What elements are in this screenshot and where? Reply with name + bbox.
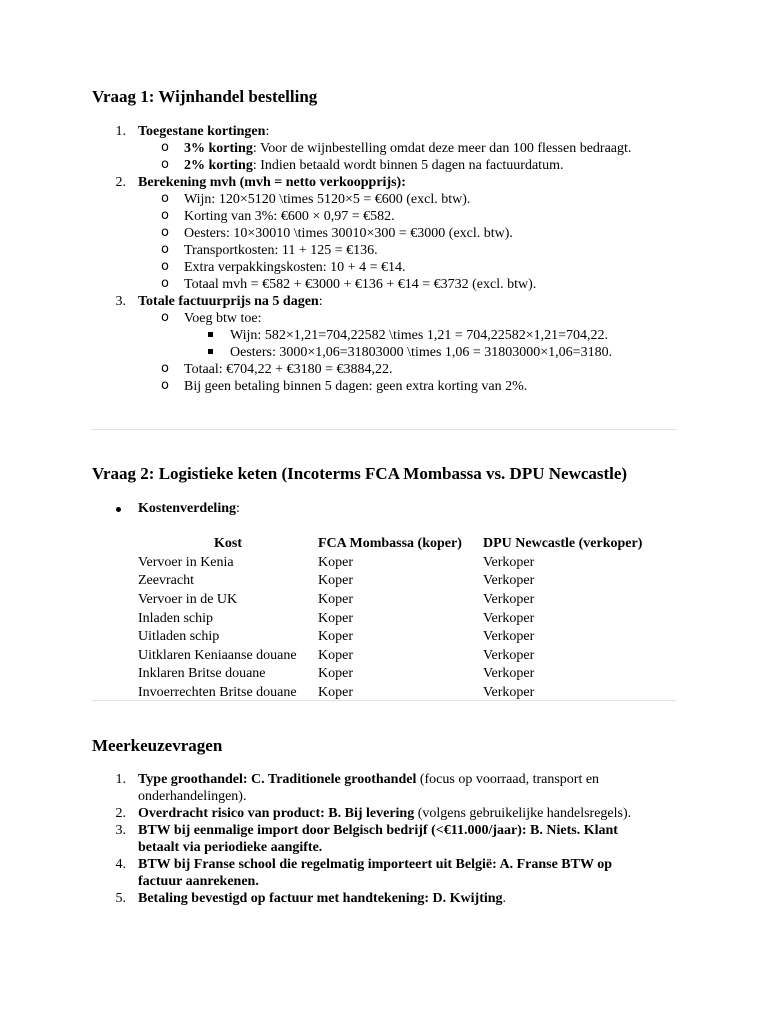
list-item: [92, 856, 652, 890]
sub-list-item: [138, 157, 652, 174]
sub-item-bold: 2% korting: [184, 158, 253, 173]
table-row: [138, 646, 642, 665]
square-bullet-icon: [208, 332, 213, 337]
circle-bullet-icon: o: [161, 361, 169, 376]
sub-item-bold: 3% korting: [184, 141, 253, 156]
list-item: [92, 123, 652, 174]
mc-title: Meerkeuzevragen: [92, 736, 223, 755]
circle-bullet-icon: o: [161, 259, 169, 274]
circle-bullet-icon: o: [161, 242, 169, 257]
table-cell: Koper: [318, 666, 353, 682]
table-cell: Verkoper: [483, 666, 535, 682]
answer-bold: Betaling bevestigd op factuur met handtekening: D. Kwijting: [138, 891, 503, 906]
list-item: [92, 822, 652, 856]
circle-bullet-icon: o: [161, 276, 169, 291]
table-cell: Koper: [318, 591, 353, 607]
table-cell: Zeevracht: [138, 573, 194, 589]
list-number: 1.: [115, 124, 126, 139]
list-number: 5.: [115, 891, 126, 906]
list-number: 2.: [115, 175, 126, 190]
answer-text: .: [502, 891, 507, 906]
sub-item-text: Extra verpakkingskosten: 10 + 4 = €14.: [184, 260, 406, 275]
list-item: [92, 771, 652, 805]
answer-bold: Type groothandel: C. Traditionele groothandel: [138, 772, 417, 787]
section-divider: [92, 429, 676, 430]
sub-list: [138, 140, 652, 174]
table-cell: Koper: [318, 554, 353, 570]
list-number: 4.: [115, 857, 126, 872]
bullet-item: [92, 500, 652, 517]
table-row: [138, 590, 642, 609]
table-cell: Uitklaren Keniaanse douane: [138, 647, 297, 663]
sub-sub-item-text: Wijn: 582×1,21=704,22582 \times 1,21 = 704,22582×1,21=704,22.: [230, 328, 609, 343]
sub-list-item: [138, 378, 652, 395]
circle-bullet-icon: o: [161, 225, 169, 240]
sub-list-item: [138, 225, 652, 242]
sub-list-item: [138, 276, 652, 293]
sub-sub-list-item: [184, 344, 652, 361]
table-header-row: [138, 534, 642, 553]
table-cell: Verkoper: [483, 647, 535, 663]
sub-sub-list: [184, 327, 652, 361]
circle-bullet-icon: o: [161, 191, 169, 206]
sub-list-item: [138, 259, 652, 276]
section-divider: [92, 700, 676, 701]
table-cell: Verkoper: [483, 573, 535, 589]
q1-title: Vraag 1: Wijnhandel bestelling: [92, 87, 318, 106]
sub-item-text: Voeg btw toe:: [184, 311, 262, 326]
bullet-label: Kostenverdeling: [138, 501, 236, 516]
table-cell: Inladen schip: [138, 610, 214, 626]
table-cell: Vervoer in de UK: [138, 591, 238, 607]
circle-bullet-icon: o: [161, 378, 169, 393]
sub-item-text: Transportkosten: 11 + 125 = €136.: [184, 243, 378, 258]
circle-bullet-icon: o: [161, 310, 169, 325]
list-number: 1.: [115, 772, 126, 787]
list-item: [92, 890, 652, 907]
list-number: 3.: [115, 294, 126, 309]
q2-title: Vraag 2: Logistieke keten (Incoterms FCA Mombassa vs. DPU Newcastle): [92, 464, 628, 483]
list-number: 2.: [115, 806, 126, 821]
q2-bullet-list: [92, 500, 652, 517]
answer-bold: BTW bij Franse school die regelmatig importeert uit België: A. Franse BTW op factuur aanrekenen.: [138, 857, 613, 889]
sub-item-text: Oesters: 10×30010 \times 30010×300 = €3000 (excl. btw).: [184, 226, 513, 241]
table-row: [138, 572, 642, 591]
table-cell: Inklaren Britse douane: [138, 666, 266, 682]
table-cell: Verkoper: [483, 610, 535, 626]
sub-list-item: [138, 361, 652, 378]
table-cell: Koper: [318, 684, 353, 700]
table-header: FCA Mombassa (koper): [318, 536, 462, 551]
sub-list-item: [138, 242, 652, 259]
answer-bold: Overdracht risico van product: B. Bij levering: [138, 806, 415, 821]
table-cell: Uitladen schip: [138, 629, 220, 645]
bullet-icon: [116, 507, 121, 512]
list-item: [92, 293, 652, 395]
cost-table: [138, 534, 642, 702]
table-cell: Vervoer in Kenia: [138, 554, 234, 570]
sub-item-text: : Indien betaald wordt binnen 5 dagen na factuurdatum.: [252, 158, 564, 173]
sub-item-text: Korting van 3%: €600 × 0,97 = €582.: [184, 209, 395, 224]
sub-list-item: [138, 140, 652, 157]
bullet-suffix: :: [236, 501, 240, 516]
circle-bullet-icon: o: [161, 140, 169, 155]
table-header: DPU Newcastle (verkoper): [483, 536, 643, 551]
circle-bullet-icon: o: [161, 208, 169, 223]
answer-text: (focus op voorraad, transport en onderhandelingen).: [138, 772, 600, 804]
list-item-label: Totale factuurprijs na 5 dagen: [138, 294, 319, 309]
answer-text: (volgens gebruikelijke handelsregels).: [414, 806, 632, 821]
list-item: [92, 174, 652, 293]
list-item-label: Toegestane kortingen: [138, 124, 266, 139]
list-item-suffix: :: [265, 124, 270, 139]
sub-item-text: Bij geen betaling binnen 5 dagen: geen extra korting van 2%.: [184, 379, 528, 394]
list-item-suffix: :: [318, 294, 323, 309]
sub-item-text: : Voor de wijnbestelling omdat deze meer dan 100 flessen bedraagt.: [252, 141, 632, 156]
table-row: [138, 665, 642, 684]
sub-list: [138, 191, 652, 293]
table-row: [138, 553, 642, 572]
table-cell: Koper: [318, 610, 353, 626]
table-cell: Verkoper: [483, 554, 535, 570]
table-row: [138, 627, 642, 646]
table-cell: Verkoper: [483, 684, 535, 700]
list-item-label: Berekening mvh (mvh = netto verkoopprijs):: [138, 175, 406, 190]
table-cell: Verkoper: [483, 629, 535, 645]
sub-list-item: [138, 191, 652, 208]
table-cell: Invoerrechten Britse douane: [138, 684, 297, 700]
answer-bold: BTW bij eenmalige import door Belgisch bedrijf (<€11.000/jaar): B. Niets. Klant betaalt via periodieke aangifte.: [138, 823, 618, 855]
sub-list-item: [138, 310, 652, 361]
circle-bullet-icon: o: [161, 157, 169, 172]
sub-sub-item-text: Oesters: 3000×1,06=31803000 \times 1,06 = 31803000×1,06=3180.: [230, 345, 613, 360]
sub-item-text: Totaal mvh = €582 + €3000 + €136 + €14 = €3732 (excl. btw).: [184, 277, 537, 292]
q1-list: [92, 123, 652, 395]
sub-item-text: Wijn: 120×5120 \times 5120×5 = €600 (excl. btw).: [184, 192, 471, 207]
sub-item-text: Totaal: €704,22 + €3180 = €3884,22.: [184, 362, 393, 377]
table-cell: Koper: [318, 629, 353, 645]
table-cell: Koper: [318, 647, 353, 663]
table-row: [138, 609, 642, 628]
square-bullet-icon: [208, 349, 213, 354]
mc-list: [92, 771, 652, 907]
sub-sub-list-item: [184, 327, 652, 344]
table-cell: Koper: [318, 573, 353, 589]
list-item: [92, 805, 652, 822]
list-number: 3.: [115, 823, 126, 838]
table-row: [138, 683, 642, 702]
table-header: Kost: [214, 536, 242, 551]
table-cell: Verkoper: [483, 591, 535, 607]
sub-list-item: [138, 208, 652, 225]
sub-list: [138, 310, 652, 395]
